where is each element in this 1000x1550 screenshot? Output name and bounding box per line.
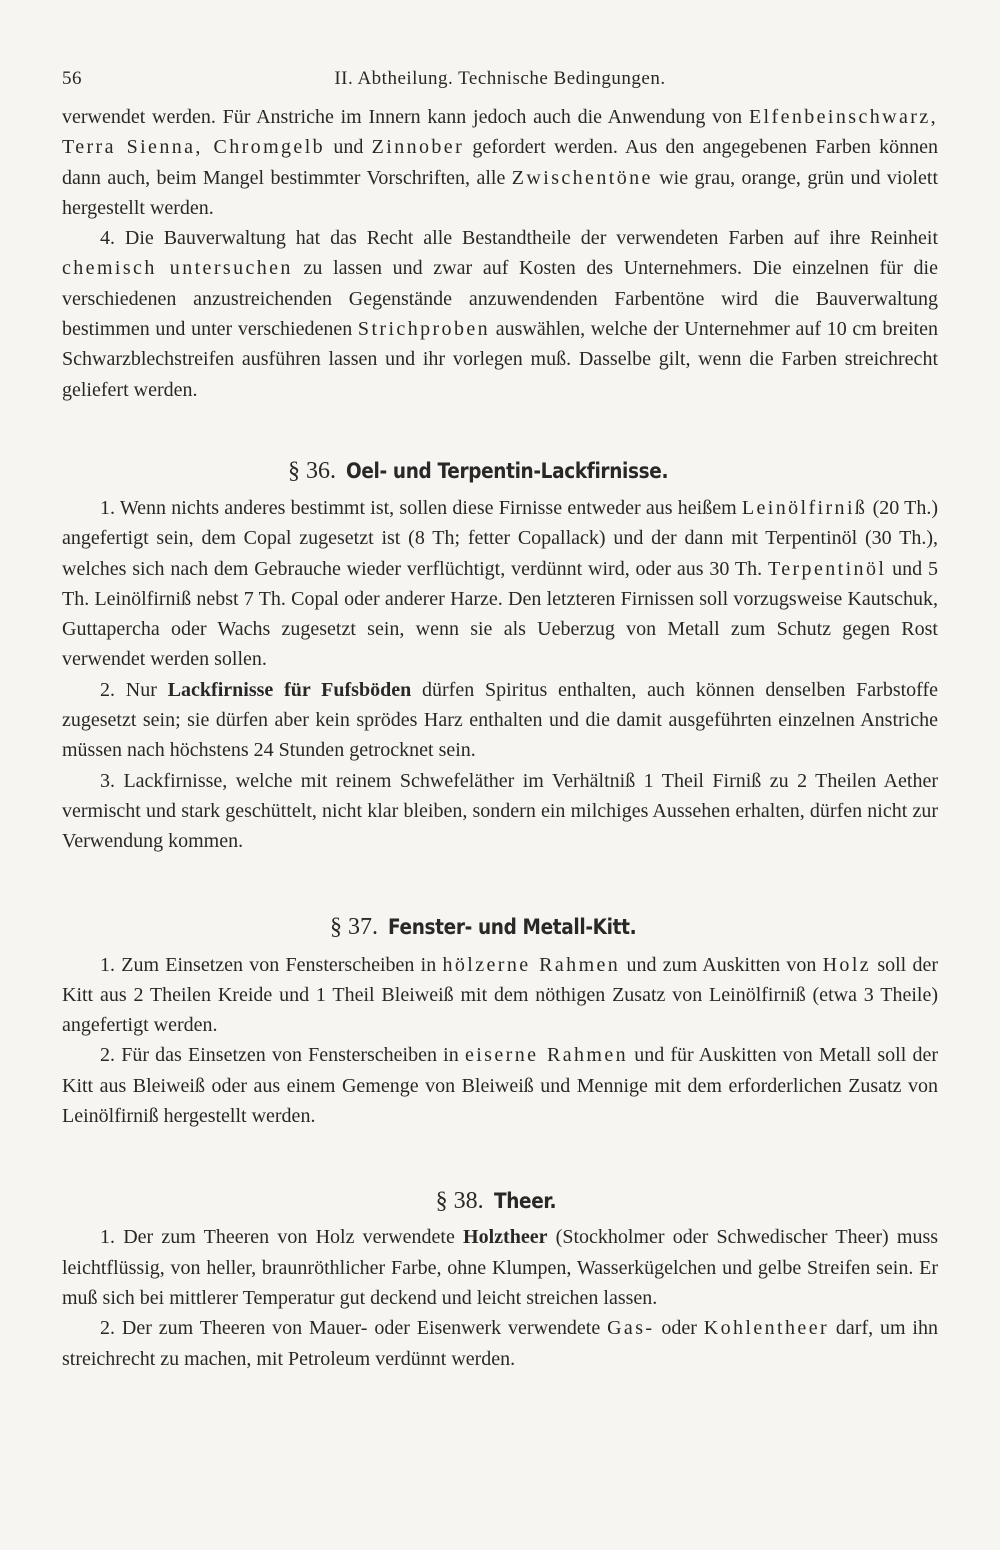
paragraph-38-2: [62, 1313, 938, 1374]
text-run: und zum Auskitten von: [620, 953, 823, 976]
text-run: auswählen, welche der Unternehmer auf 10 cm breiten Schwarzblechstreifen ausführen lassen und ihr vorlegen muß. Dasselbe gilt, wenn die Farben streichrecht geliefert werden.: [62, 318, 938, 401]
paragraph-36-3: 3. Lackfirnisse, welche mit reinem Schwefeläther im Verhältniß 1 Theil Firniß zu 2 Theilen Aether vermischt und stark geschüttelt, nicht klar bleiben, sondern ein milchiges Aussehen erhalten, dürfen nicht zur Verwendung kommen.: [62, 769, 938, 853]
text-run: und: [325, 136, 372, 159]
spaced-term: hölzerne Rahmen: [442, 953, 621, 976]
section-title: Oel- und Terpentin-Lackfirnisse.: [345, 458, 669, 483]
spaced-term: Strichproben: [357, 318, 491, 341]
text-run: oder: [654, 1317, 704, 1340]
document-page: [62, 62, 938, 1374]
text-run: gefordert werden. Aus den angegebenen Farben können dann auch, beim Mangel bestimmter Vorschriften, alle: [62, 136, 938, 189]
text-run: 4. Die Bauverwaltung hat das Recht alle Bestandtheile der verwendeten Farben auf ihre Reinheit: [100, 227, 938, 250]
text-run: 1. Wenn nichts anderes bestimmt ist, sollen diese Firnisse entweder aus heißem: [100, 496, 742, 519]
text-run: (Stockholmer oder Schwedischer Theer) muss leichtflüssig, von heller, braunröthlicher Farbe, ohne Klumpen, Wasserkügelchen und gelbe Streifen sein. Er muß sich bei mittlerer Temperatur gut deckend und leicht streichen lassen.: [62, 1226, 939, 1309]
section-title: Fenster- und Metall-Kitt.: [387, 914, 637, 939]
paragraph-37-2: [62, 1040, 938, 1131]
text-run: 2. Für das Einsetzen von Fensterscheiben in: [100, 1044, 465, 1067]
spaced-term: Gas-: [607, 1317, 655, 1340]
section-title: Theer.: [493, 1189, 556, 1214]
text-run: 1. Der zum Theeren von Holz verwendete: [100, 1226, 464, 1249]
text-run: soll der Kitt aus 2 Theilen Kreide und 1 Theil Bleiweiß mit dem nöthigen Zusatz von Leinölfirniß (etwa 3 Theile) angefertigt werden.: [62, 953, 939, 1037]
section-heading-36: [62, 456, 938, 486]
spaced-term: Terpentinöl: [768, 557, 887, 580]
section-heading-37: [62, 912, 938, 942]
spaced-term: Kohlentheer: [703, 1317, 830, 1340]
text-run: wie grau, orange, grün und violett hergestellt werden.: [62, 166, 939, 219]
text-run: zu lassen und zwar auf Kosten des Unternehmers. Die einzelnen für die verschiedenen anzustreichenden Gegenstände anzuwendenden Farbentöne wird die Bauverwaltung bestimmen und unter verschiedenen: [62, 257, 938, 341]
text-run: 2. Nur: [100, 678, 168, 701]
text-run: dürfen Spiritus enthalten, auch können denselben Farbstoffe zugesetzt sein; sie dürfen aber kein sprödes Harz enthalten und die damit ausgeführten einzelnen Anstriche müssen nach höchstens 24 Stunden getrocknet sein.: [62, 678, 939, 762]
spaced-term: chemisch untersuchen: [62, 257, 293, 280]
running-head: [62, 62, 938, 102]
text-run: und für Auskitten von Metall soll der Kitt aus Bleiweiß oder aus einem Gemenge von Bleiweiß und Mennige mit dem erforderlichen Zusatz von Leinölfirniß hergestellt werden.: [62, 1044, 938, 1128]
paragraph-36-1: [62, 493, 938, 675]
paragraph-intro-1: [62, 102, 938, 223]
spaced-term: Holz: [822, 953, 872, 976]
spaced-term: Leinölfirniß: [741, 496, 868, 519]
text-run: 2. Der zum Theeren von Mauer- oder Eisenwerk verwendete: [100, 1317, 608, 1340]
spaced-term: Elfenbeinschwarz, Terra Sienna, Chromgelb: [62, 106, 938, 159]
section-number: § 36.: [287, 457, 336, 484]
text-run: darf, um ihn streichrecht zu machen, mit Petroleum verdünnt werden.: [62, 1317, 938, 1370]
paragraph-intro-2: [62, 223, 938, 405]
spaced-term: Zinnober: [371, 136, 465, 159]
paragraph-38-1: [62, 1222, 938, 1313]
page-number: 56: [62, 68, 82, 89]
paragraph-37-1: [62, 950, 938, 1041]
text-run: verwendet werden. Für Anstriche im Innern kann jedoch auch die Anwendung von: [62, 106, 749, 128]
text-run: 1. Zum Einsetzen von Fensterscheiben in: [100, 953, 443, 976]
bold-term: Holztheer: [463, 1226, 548, 1249]
body-text: [62, 102, 938, 1374]
running-title: II. Abtheilung. Technische Bedingungen.: [334, 68, 666, 89]
text-run: und 5 Th. Leinölfirniß nebst 7 Th. Copal oder anderer Harze. Den letzteren Firnissen soll vorzugsweise Kautschuk, Guttapercha oder Wachs zugesetzt sein, wenn sie als Ueberzug von Metall zum Schutz gegen Rost verwendet werden sollen.: [62, 557, 939, 671]
spaced-term: Zwischentöne: [511, 166, 653, 189]
text-run: (20 Th.) angefertigt sein, dem Copal zugesetzt ist (8 Th; fetter Copallack) und der dann mit Terpentinöl (30 Th.), welches sich nach dem Gebrauche wieder verflüchtigt, verdünnt wird, oder aus 30 Th.: [62, 496, 938, 580]
paragraph-36-2: [62, 675, 938, 766]
section-number: § 38.: [435, 1188, 484, 1215]
section-number: § 37.: [329, 913, 378, 940]
bold-term: Lackfirnisse für Fufsböden: [167, 678, 412, 701]
spaced-term: eiserne Rahmen: [464, 1044, 629, 1067]
section-heading-38: [62, 1186, 938, 1216]
